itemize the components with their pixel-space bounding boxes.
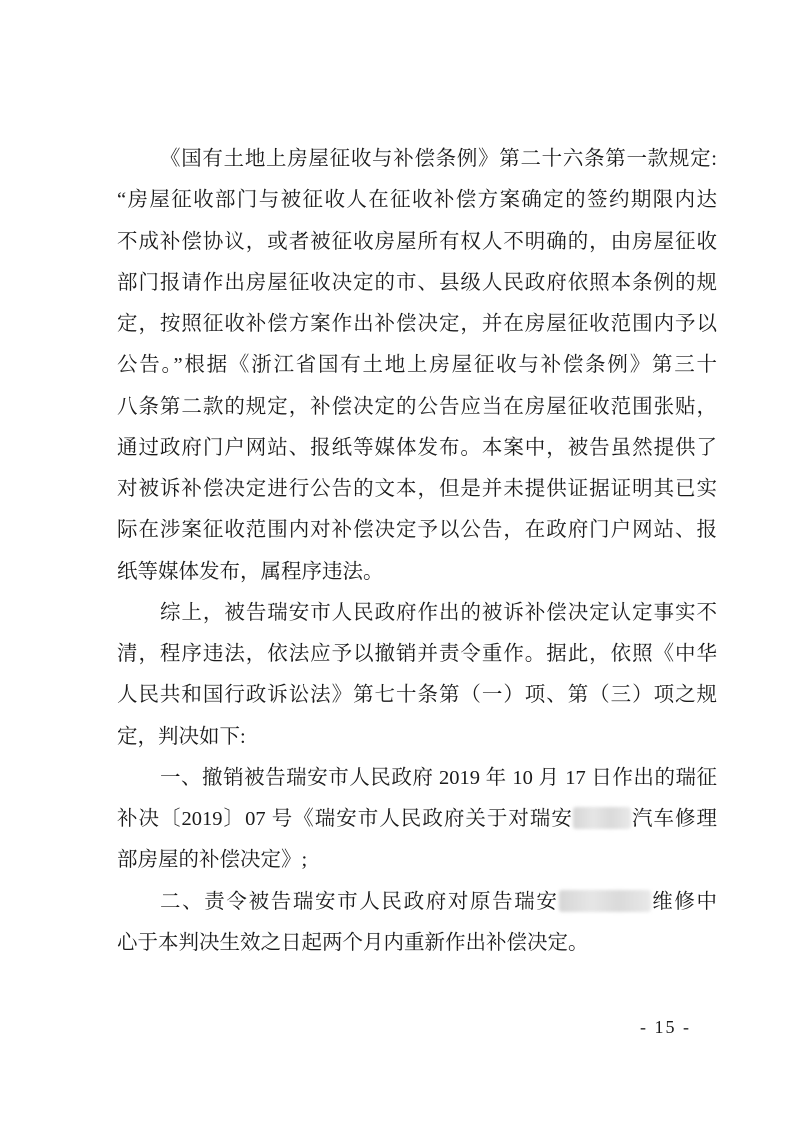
body-line: 部房屋的补偿决定》; xyxy=(117,849,308,872)
body-line: 通过政府门户网站、报纸等媒体发布。本案中，被告虽然提供了 xyxy=(117,436,717,459)
paragraph-ruling-item-1 xyxy=(117,758,717,882)
body-line: 对被诉补偿决定进行公告的文本，但是并未提供证据证明其已实 xyxy=(117,478,717,500)
body-line: 清，程序违法，依法应予以撤销并责令重作。据此，依照《中华 xyxy=(117,643,717,665)
body-line: 不成补偿协议，或者被征收房屋所有权人不明确的，由房屋征收 xyxy=(117,230,717,253)
body-line: 定，按照征收补偿方案作出补偿决定，并在房屋征收范围内予以 xyxy=(117,313,717,335)
body-line: “房屋征收部门与被征收人在征收补偿方案确定的签约期限内达 xyxy=(117,189,717,212)
body-line-redacted xyxy=(117,799,717,840)
body-line: 纸等媒体发布，属程序违法。 xyxy=(117,560,384,583)
line-segment-before: 二、责令被告瑞安市人民政府对原告瑞安 xyxy=(160,890,559,913)
body-line: 八条第二款的规定，补偿决定的公告应当在房屋征收范围张贴， xyxy=(117,395,717,418)
body-line: 际在涉案征收范围内对补偿决定予以公告，在政府门户网站、报 xyxy=(117,519,717,542)
judgment-body xyxy=(117,139,717,964)
body-line: 公告。”根据《浙江省国有土地上房屋征收与补偿条例》第三十 xyxy=(117,354,717,377)
paragraph-legal-basis xyxy=(117,139,717,593)
redacted-blur-region xyxy=(573,807,631,829)
body-line: 综上，被告瑞安市人民政府作出的被诉补偿决定认定事实不 xyxy=(160,601,717,624)
line-segment-after: 维修中 xyxy=(650,890,717,913)
paragraph-conclusion xyxy=(117,593,717,758)
body-line: 心于本判决生效之日起两个月内重新作出补偿决定。 xyxy=(117,931,589,954)
body-line: 《国有土地上房屋征收与补偿条例》第二十六条第一款规定: xyxy=(160,148,717,170)
body-line-redacted xyxy=(160,882,717,923)
redacted-blur-region xyxy=(559,890,651,912)
body-line: 人民共和国行政诉讼法》第七十条第（一）项、第（三）项之规 xyxy=(117,684,717,707)
page-number: - 15 - xyxy=(640,1017,691,1037)
paragraph-ruling-item-2 xyxy=(117,882,717,965)
body-line: 定，判决如下: xyxy=(117,725,246,748)
line-segment-before: 补决〔2019〕07 号《瑞安市人民政府关于对瑞安 xyxy=(117,808,573,830)
line-segment-after: 汽车修理 xyxy=(630,808,717,830)
body-line: 部门报请作出房屋征收决定的市、县级人民政府依照本条例的规 xyxy=(117,271,717,294)
body-line: 一、撤销被告瑞安市人民政府 2019 年 10 月 17 日作出的瑞征 xyxy=(160,766,717,789)
